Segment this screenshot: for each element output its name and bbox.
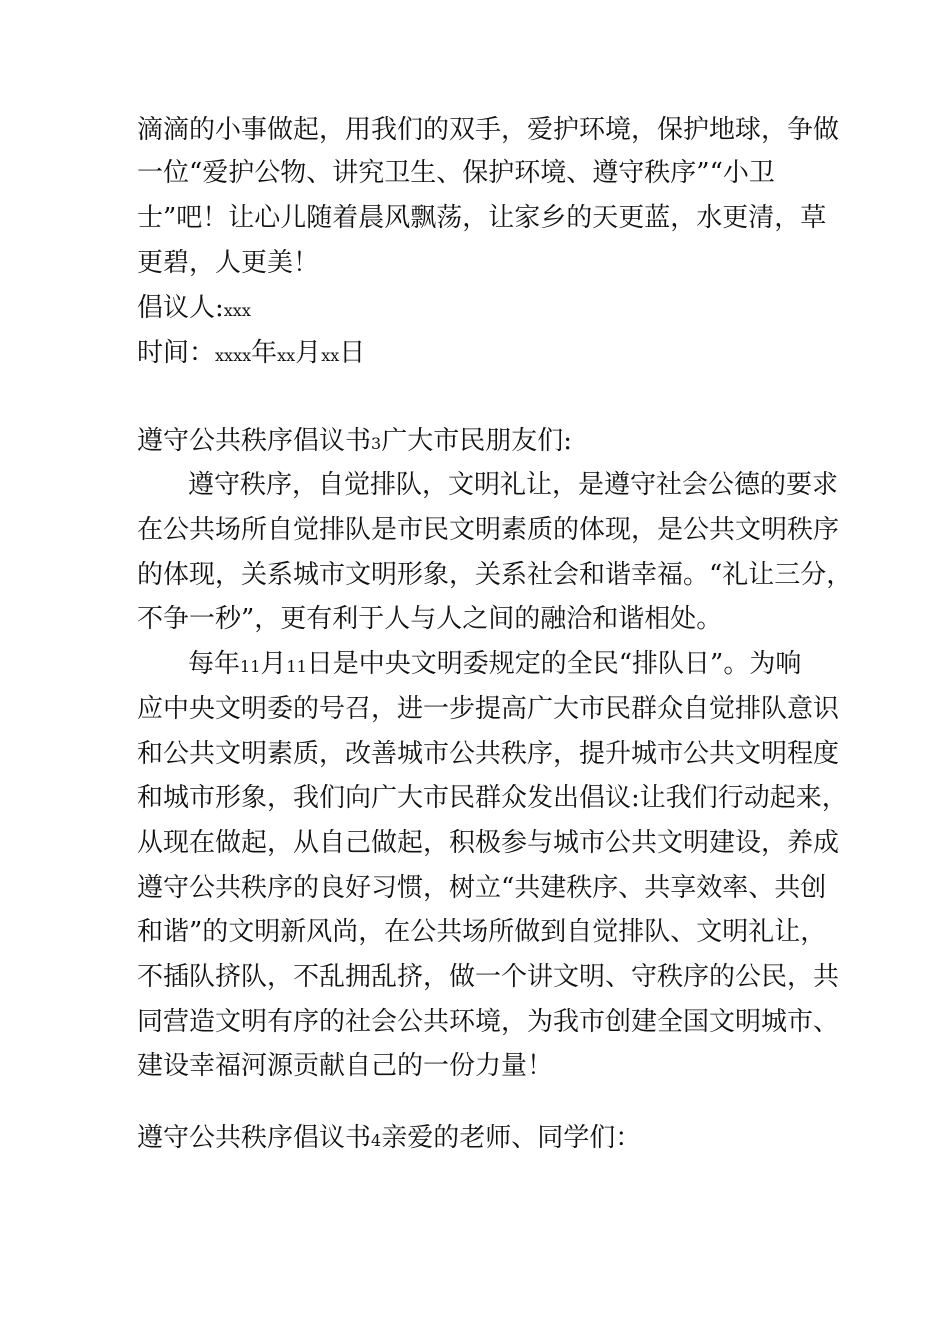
section-heading [137,423,572,462]
section-heading [137,1120,641,1159]
date-day-unit: 日 [339,338,366,368]
proposer-value: xxx [223,301,251,320]
text-line: 应中央文明委的号召，进一步提高广大市民群众自觉排队意识 [137,694,840,724]
date-year-unit: 年 [251,338,278,368]
text-line: 从现在做起，从自己做起，积极参与城市公共文明建设，养成 [137,828,840,858]
text-line: 同营造文明有序的社会公共环境，为我市创建全国文明城市、 [137,1007,840,1037]
text-line: 的体现，关系城市文明形象，关系社会和谐幸福。“礼让三分， [137,560,853,590]
date-month-unit: 月 [295,338,322,368]
heading-title: 遵守公共秩序倡议书 [137,426,372,456]
date-month: xx [277,346,296,365]
heading-greeting: 广大市民朋友们: [381,426,572,456]
date-year: xxxx [215,346,252,365]
date-label: 时间： [137,338,216,368]
text-line: 和城市形象，我们向广大市民群众发出倡议:让我们行动起来， [137,783,848,813]
text-span: 每年 [188,649,241,679]
text-line: 和谐”的文明新风尚，在公共场所做到自觉排队、文明礼让， [137,917,827,947]
text-line: 不争一秒”，更有利于人与人之间的融洽和谐相处。 [137,604,723,634]
day-number: 11 [286,657,307,676]
text-line: 更碧，人更美！ [137,248,320,278]
heading-number: 4 [371,1131,382,1150]
text-line: 在公共场所自觉排队是市民文明素质的体现，是公共文明秩序 [137,515,840,545]
text-line: 和公共文明素质，改善城市公共秩序，提升城市公共文明程度 [137,739,840,769]
date-day: xx [321,346,340,365]
proposer-label: 倡议人: [137,293,224,323]
heading-greeting: 亲爱的老师、同学们： [381,1123,642,1153]
text-line: 一位“爱护公物、讲究卫生、保护环境、遵守秩序”“小卫 [137,158,775,188]
text-span: 月 [260,649,287,679]
text-line: 不插队挤队，不乱拥乱挤，做一个讲文明、守秩序的公民，共 [137,962,840,992]
heading-number: 3 [371,434,382,453]
date-line [137,335,365,374]
month-number: 11 [240,657,261,676]
text-line: 遵守公共秩序的良好习惯，树立“共建秩序、共享效率、共创 [137,873,827,903]
text-line: 滴滴的小事做起，用我们的双手，爱护环境，保护地球，争做 [137,115,840,145]
text-line: 遵守秩序，自觉排队，文明礼让，是遵守社会公德的要求 [188,470,839,500]
heading-title: 遵守公共秩序倡议书 [137,1123,372,1153]
text-line [188,646,801,685]
text-span: 日是中央文明委规定的全民“排队日”。为响 [306,649,802,679]
text-line: 士”吧！让心儿随着晨风飘荡，让家乡的天更蓝，水更清，草 [137,203,827,233]
text-line: 建设幸福河源贡献自己的一份力量！ [137,1051,554,1081]
proposer-line [137,290,251,329]
